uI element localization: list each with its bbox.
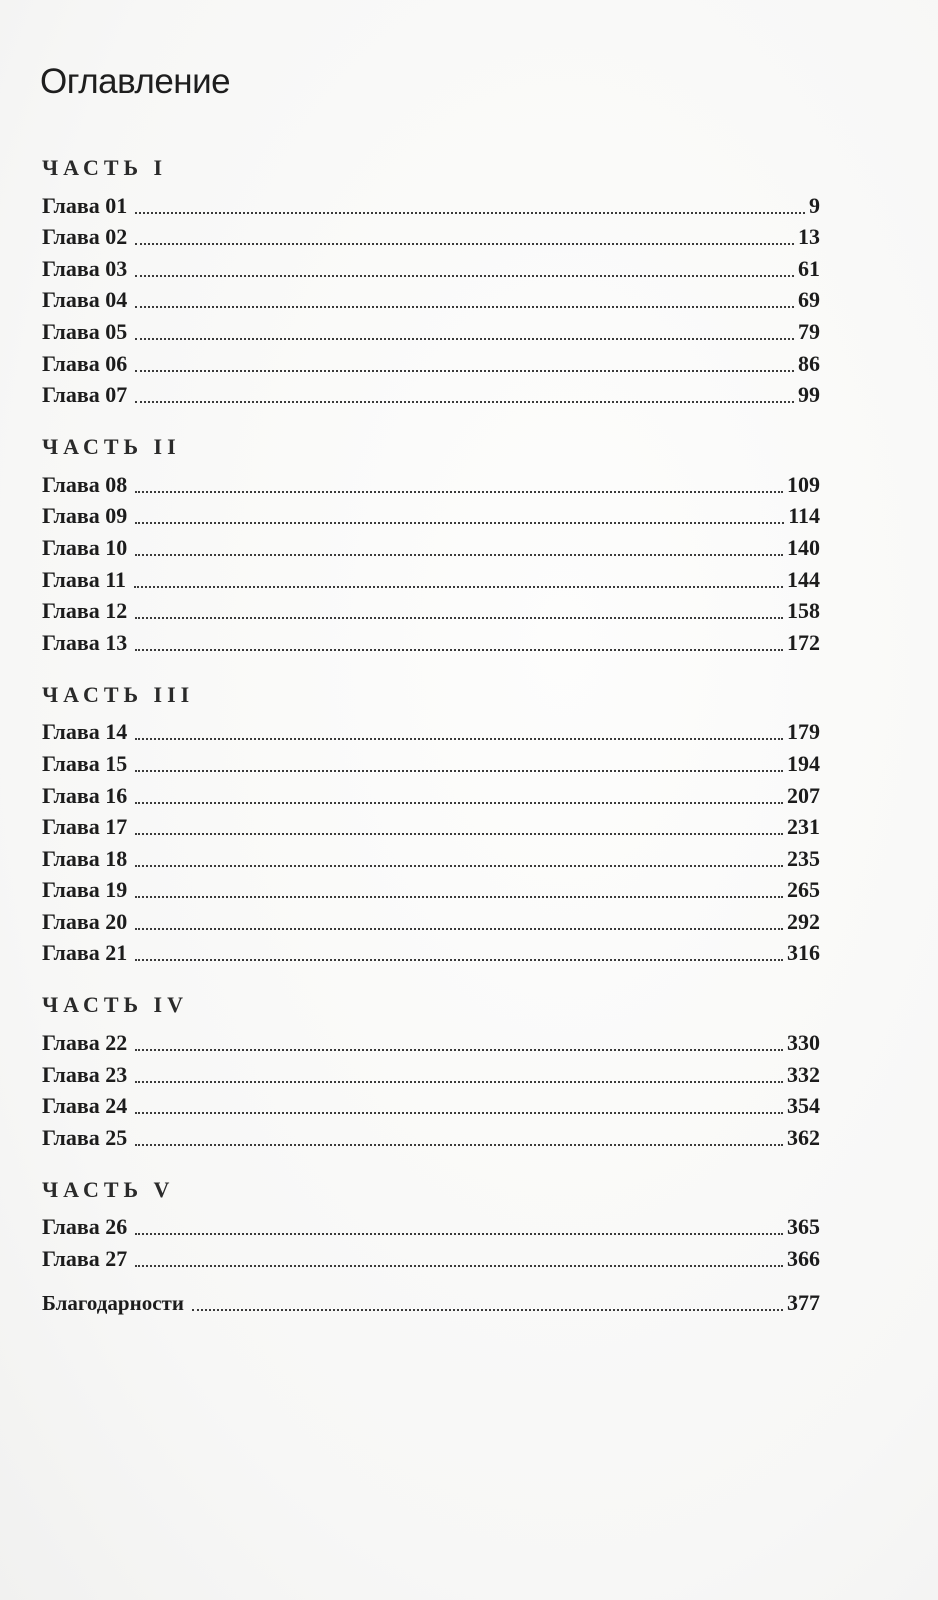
- toc-entry[interactable]: [42, 744, 820, 776]
- chapter-label: Глава 19: [42, 877, 128, 903]
- dot-leader: [135, 554, 783, 556]
- part-4: [42, 987, 820, 1149]
- toc-entry[interactable]: [42, 902, 820, 934]
- dot-leader: [135, 1112, 783, 1114]
- toc-entry-acknowledgements[interactable]: [42, 1283, 820, 1315]
- chapter-label: Глава 10: [42, 534, 128, 560]
- toc-entry[interactable]: [42, 934, 820, 966]
- toc-entry[interactable]: [42, 528, 820, 560]
- dot-leader: [135, 306, 794, 308]
- dot-leader: [135, 1233, 783, 1235]
- part-5: [42, 1172, 820, 1271]
- dot-leader: [135, 959, 783, 961]
- part-2: [42, 429, 820, 655]
- toc-entry[interactable]: [42, 1055, 820, 1087]
- page-number: 172: [787, 629, 820, 655]
- spacer: [42, 1150, 820, 1172]
- chapter-label: Глава 26: [42, 1214, 128, 1240]
- dot-leader: [135, 1081, 783, 1083]
- toc-entry[interactable]: [42, 344, 820, 376]
- chapter-label: Глава 08: [42, 471, 128, 497]
- dot-leader: [135, 865, 783, 867]
- toc-entry[interactable]: [42, 808, 820, 840]
- page-number: 292: [787, 908, 820, 934]
- dot-leader: [135, 401, 794, 403]
- toc-entry[interactable]: [42, 592, 820, 624]
- toc-entry[interactable]: [42, 1208, 820, 1240]
- chapter-label: Глава 25: [42, 1124, 128, 1150]
- page-number: 9: [809, 192, 820, 218]
- page-number: 144: [787, 566, 820, 592]
- part-title: ЧАСТЬ III: [42, 681, 195, 707]
- part-1: [42, 150, 820, 407]
- part-title: ЧАСТЬ V: [42, 1176, 175, 1202]
- page-number: 265: [787, 877, 820, 903]
- page-number: 316: [787, 940, 820, 966]
- dot-leader: [135, 1144, 783, 1146]
- page-number: 207: [787, 782, 820, 808]
- page-number: 362: [787, 1124, 820, 1150]
- chapter-label: Глава 11: [42, 566, 127, 592]
- toc-heading: Оглавление: [40, 62, 231, 101]
- part-title: ЧАСТЬ IV: [42, 992, 188, 1018]
- chapter-label: Глава 23: [42, 1061, 128, 1087]
- page-number: 235: [787, 845, 820, 871]
- chapter-label: Глава 20: [42, 908, 128, 934]
- page-number: 109: [787, 471, 820, 497]
- page-number: 231: [787, 814, 820, 840]
- chapter-label: Глава 21: [42, 940, 128, 966]
- page-number: 79: [798, 318, 820, 344]
- chapter-label: Глава 04: [42, 287, 128, 313]
- dot-leader: [135, 491, 783, 493]
- chapter-label: Глава 27: [42, 1246, 128, 1272]
- dot-leader: [135, 802, 783, 804]
- toc-entry[interactable]: [42, 281, 820, 313]
- chapter-label: Глава 12: [42, 598, 128, 624]
- dot-leader: [135, 522, 784, 524]
- chapter-label: Глава 24: [42, 1093, 128, 1119]
- toc-entry[interactable]: [42, 560, 820, 592]
- page-number: 332: [787, 1061, 820, 1087]
- chapter-label: Глава 17: [42, 814, 128, 840]
- toc-entry[interactable]: [42, 376, 820, 408]
- dot-leader: [192, 1309, 783, 1311]
- toc-entry[interactable]: [42, 1239, 820, 1271]
- dot-leader: [135, 1049, 783, 1051]
- dot-leader: [135, 928, 783, 930]
- dot-leader: [135, 370, 794, 372]
- page-number: 140: [787, 534, 820, 560]
- chapter-label: Глава 06: [42, 350, 128, 376]
- toc-entry[interactable]: [42, 249, 820, 281]
- table-of-contents: [42, 150, 820, 1315]
- chapter-label: Глава 09: [42, 503, 128, 529]
- toc-entry[interactable]: [42, 186, 820, 218]
- chapter-label: Глава 14: [42, 719, 128, 745]
- chapter-label: Глава 07: [42, 382, 128, 408]
- page-number: 330: [787, 1030, 820, 1056]
- toc-entry[interactable]: [42, 623, 820, 655]
- page-number: 194: [787, 750, 820, 776]
- chapter-label: Глава 05: [42, 318, 128, 344]
- part-title: ЧАСТЬ II: [42, 434, 181, 460]
- page-number: 354: [787, 1093, 820, 1119]
- toc-entry[interactable]: [42, 1118, 820, 1150]
- dot-leader: [135, 833, 783, 835]
- part-3: [42, 677, 820, 966]
- page-number: 13: [798, 224, 820, 250]
- chapter-label: Глава 02: [42, 224, 128, 250]
- page-number: 179: [787, 719, 820, 745]
- page-number: 114: [788, 503, 820, 529]
- chapter-label: Глава 01: [42, 192, 128, 218]
- chapter-label: Глава 22: [42, 1030, 128, 1056]
- page-number: 366: [787, 1246, 820, 1272]
- toc-entry[interactable]: [42, 839, 820, 871]
- spacer: [42, 655, 820, 677]
- toc-entry[interactable]: [42, 776, 820, 808]
- toc-entry[interactable]: [42, 1023, 820, 1055]
- page-number: 61: [798, 255, 820, 281]
- dot-leader: [135, 770, 783, 772]
- toc-entry[interactable]: [42, 713, 820, 745]
- toc-entry[interactable]: [42, 218, 820, 250]
- dot-leader: [134, 586, 783, 588]
- dot-leader: [135, 896, 783, 898]
- chapter-label: Глава 03: [42, 255, 128, 281]
- chapter-label: Глава 15: [42, 750, 128, 776]
- toc-entry[interactable]: [42, 312, 820, 344]
- spacer: [42, 1271, 820, 1283]
- chapter-label: Глава 18: [42, 845, 128, 871]
- dot-leader: [135, 617, 783, 619]
- spacer: [42, 407, 820, 429]
- part-title: ЧАСТЬ I: [42, 155, 168, 180]
- dot-leader: [135, 275, 794, 277]
- dot-leader: [135, 212, 805, 214]
- dot-leader: [135, 1265, 783, 1267]
- chapter-label: Глава 13: [42, 629, 128, 655]
- page-number: 158: [787, 598, 820, 624]
- page-number: 377: [787, 1289, 820, 1315]
- dot-leader: [135, 649, 783, 651]
- toc-entry[interactable]: [42, 871, 820, 903]
- page-number: 365: [787, 1214, 820, 1240]
- toc-entry[interactable]: [42, 497, 820, 529]
- toc-entry[interactable]: [42, 1087, 820, 1119]
- dot-leader: [135, 243, 794, 245]
- chapter-label: Глава 16: [42, 782, 128, 808]
- toc-entry[interactable]: [42, 465, 820, 497]
- dot-leader: [135, 338, 794, 340]
- page-number: 86: [798, 350, 820, 376]
- page-number: 99: [798, 382, 820, 408]
- spacer: [42, 965, 820, 987]
- acknowledgements-label: Благодарности: [42, 1290, 184, 1315]
- page-number: 69: [798, 287, 820, 313]
- dot-leader: [135, 738, 783, 740]
